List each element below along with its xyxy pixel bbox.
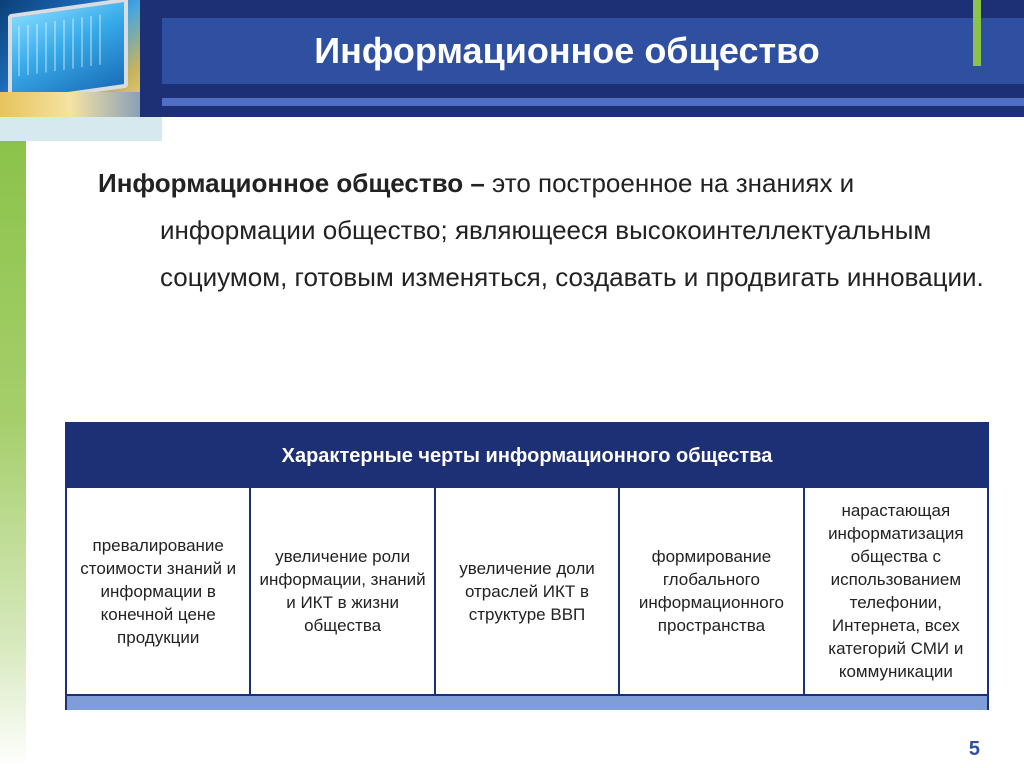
table-cell: увеличение роли информации, знаний и ИКТ в жизни общества xyxy=(251,488,435,694)
features-table xyxy=(65,422,989,710)
table-footer-bar xyxy=(67,694,987,710)
table-row xyxy=(67,488,987,694)
left-light-band xyxy=(0,117,162,141)
left-green-strip xyxy=(0,141,26,768)
table-header: Характерные черты информационного общества xyxy=(67,424,987,488)
table-cell: нарастающая информатизация общества с использованием телефонии, Интернета, всех категорий СМИ и коммуникации xyxy=(828,501,964,681)
title-bottom-line xyxy=(162,98,1024,106)
table-cell: превалирование стоимости знаний и информации в конечной цене продукции xyxy=(67,488,251,694)
keyboard-image xyxy=(0,92,140,117)
slide-title: Информационное общество xyxy=(314,30,820,71)
table-cell: формирование глобального информационного пространства xyxy=(620,488,804,694)
table-cell: увеличение доли отраслей ИКТ в структуре ВВП xyxy=(436,488,620,694)
definition-term: Информационное общество – xyxy=(98,168,485,198)
definition-paragraph xyxy=(98,160,990,301)
header-photo xyxy=(0,0,140,117)
green-accent-bar xyxy=(973,0,981,66)
definition-text: это построенное на знаниях и информации общество; являющееся высокоинтеллектуальным социумом, готовым изменяться, создавать и продвигать инновации. xyxy=(160,168,984,292)
page-number: 5 xyxy=(968,738,980,760)
